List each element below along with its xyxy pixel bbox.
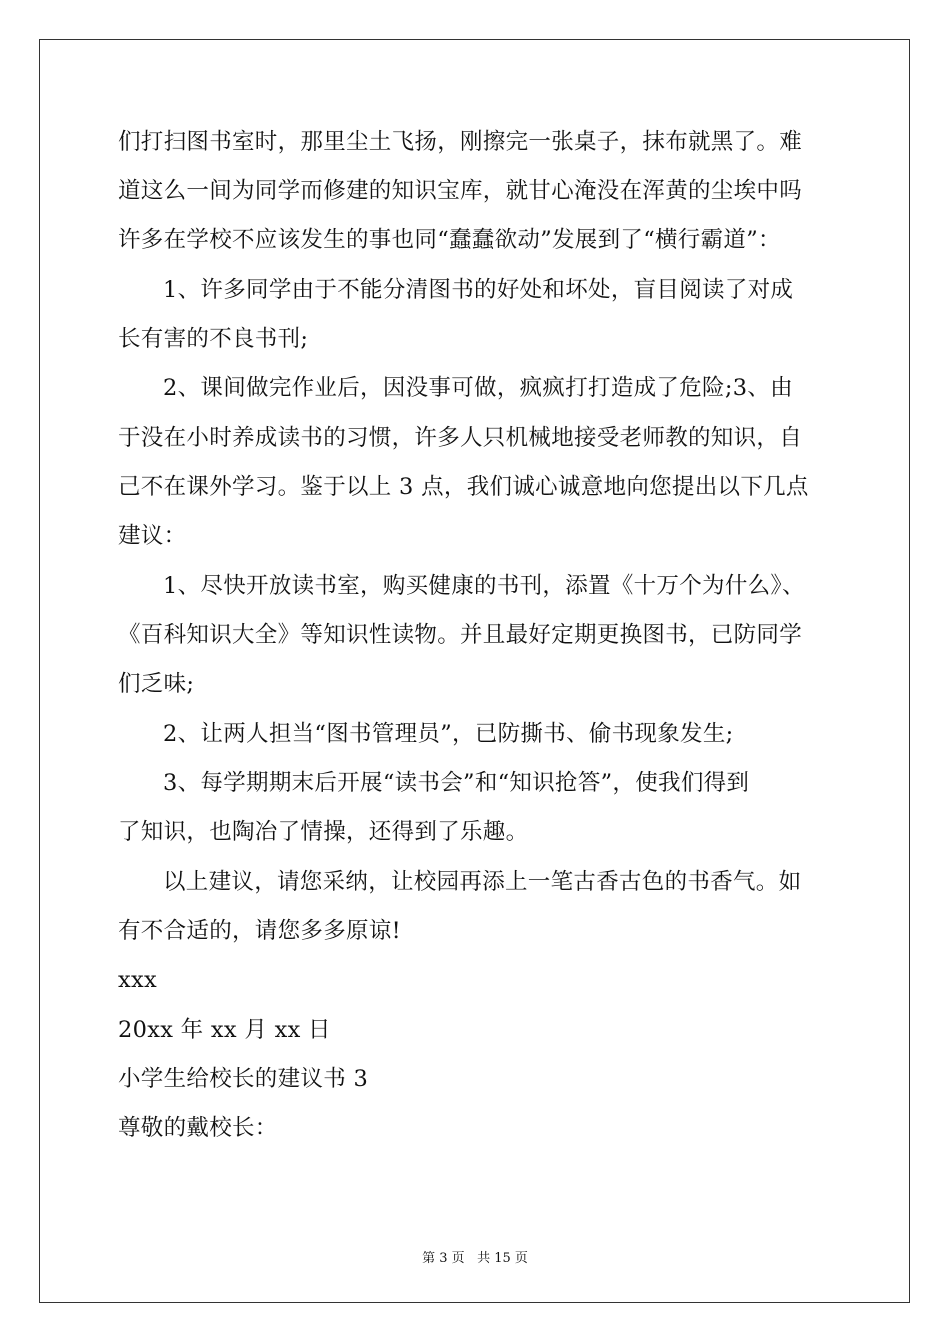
signature: xxx — [118, 967, 157, 993]
text-line: 许多在学校不应该发生的事也同“蠢蠢欲动”发展到了“横行霸道”： — [118, 227, 781, 253]
text-line: 建议： — [118, 523, 187, 549]
salutation: 尊敬的戴校长： — [118, 1115, 278, 1141]
text-line: 己不在课外学习。鉴于以上 3 点，我们诚心诚意地向您提出以下几点 — [118, 474, 809, 500]
date-line: 20xx 年 xx 月 xx 日 — [118, 1017, 331, 1043]
suggestion-1-line: 1、尽快开放读书室，购买健康的书刊，添置《十万个为什么》、 — [163, 573, 805, 599]
suggestion-3-line: 3、每学期期末后开展“读书会”和“知识抢答”，使我们得到 — [163, 770, 750, 796]
text-line: 了知识，也陶冶了情操，还得到了乐趣。 — [118, 819, 529, 845]
list-item-2-line: 2、课间做完作业后，因没事可做，疯疯打打造成了危险;3、由 — [163, 375, 793, 401]
text-line: 于没在小时养成读书的习惯，许多人只机械地接受老师教的知识，自 — [118, 425, 803, 451]
text-line: 有不合适的，请您多多原谅! — [118, 918, 401, 944]
text-line: 道这么一间为同学而修建的知识宝库，就甘心淹没在浑黄的尘埃中吗 — [118, 178, 803, 204]
text-line: 们打扫图书室时，那里尘土飞扬，刚擦完一张桌子，抹布就黑了。难 — [118, 129, 803, 155]
section-title: 小学生给校长的建议书 3 — [118, 1066, 369, 1092]
page-total: 共 15 页 — [477, 1251, 528, 1266]
page-footer — [0, 1250, 950, 1268]
suggestion-2-line: 2、让两人担当“图书管理员”，已防撕书、偷书现象发生; — [163, 721, 734, 747]
closing-paragraph-line: 以上建议，请您采纳，让校园再添上一笔古香古色的书香气。如 — [163, 869, 802, 895]
page-number: 第 3 页 — [422, 1251, 465, 1266]
text-line: 长有害的不良书刊; — [118, 326, 309, 352]
list-item-1-line: 1、许多同学由于不能分清图书的好处和坏处，盲目阅读了对成 — [163, 277, 794, 303]
text-line: 《百科知识大全》等知识性读物。并且最好定期更换图书，已防同学 — [118, 622, 803, 648]
text-line: 们乏味; — [118, 671, 195, 697]
